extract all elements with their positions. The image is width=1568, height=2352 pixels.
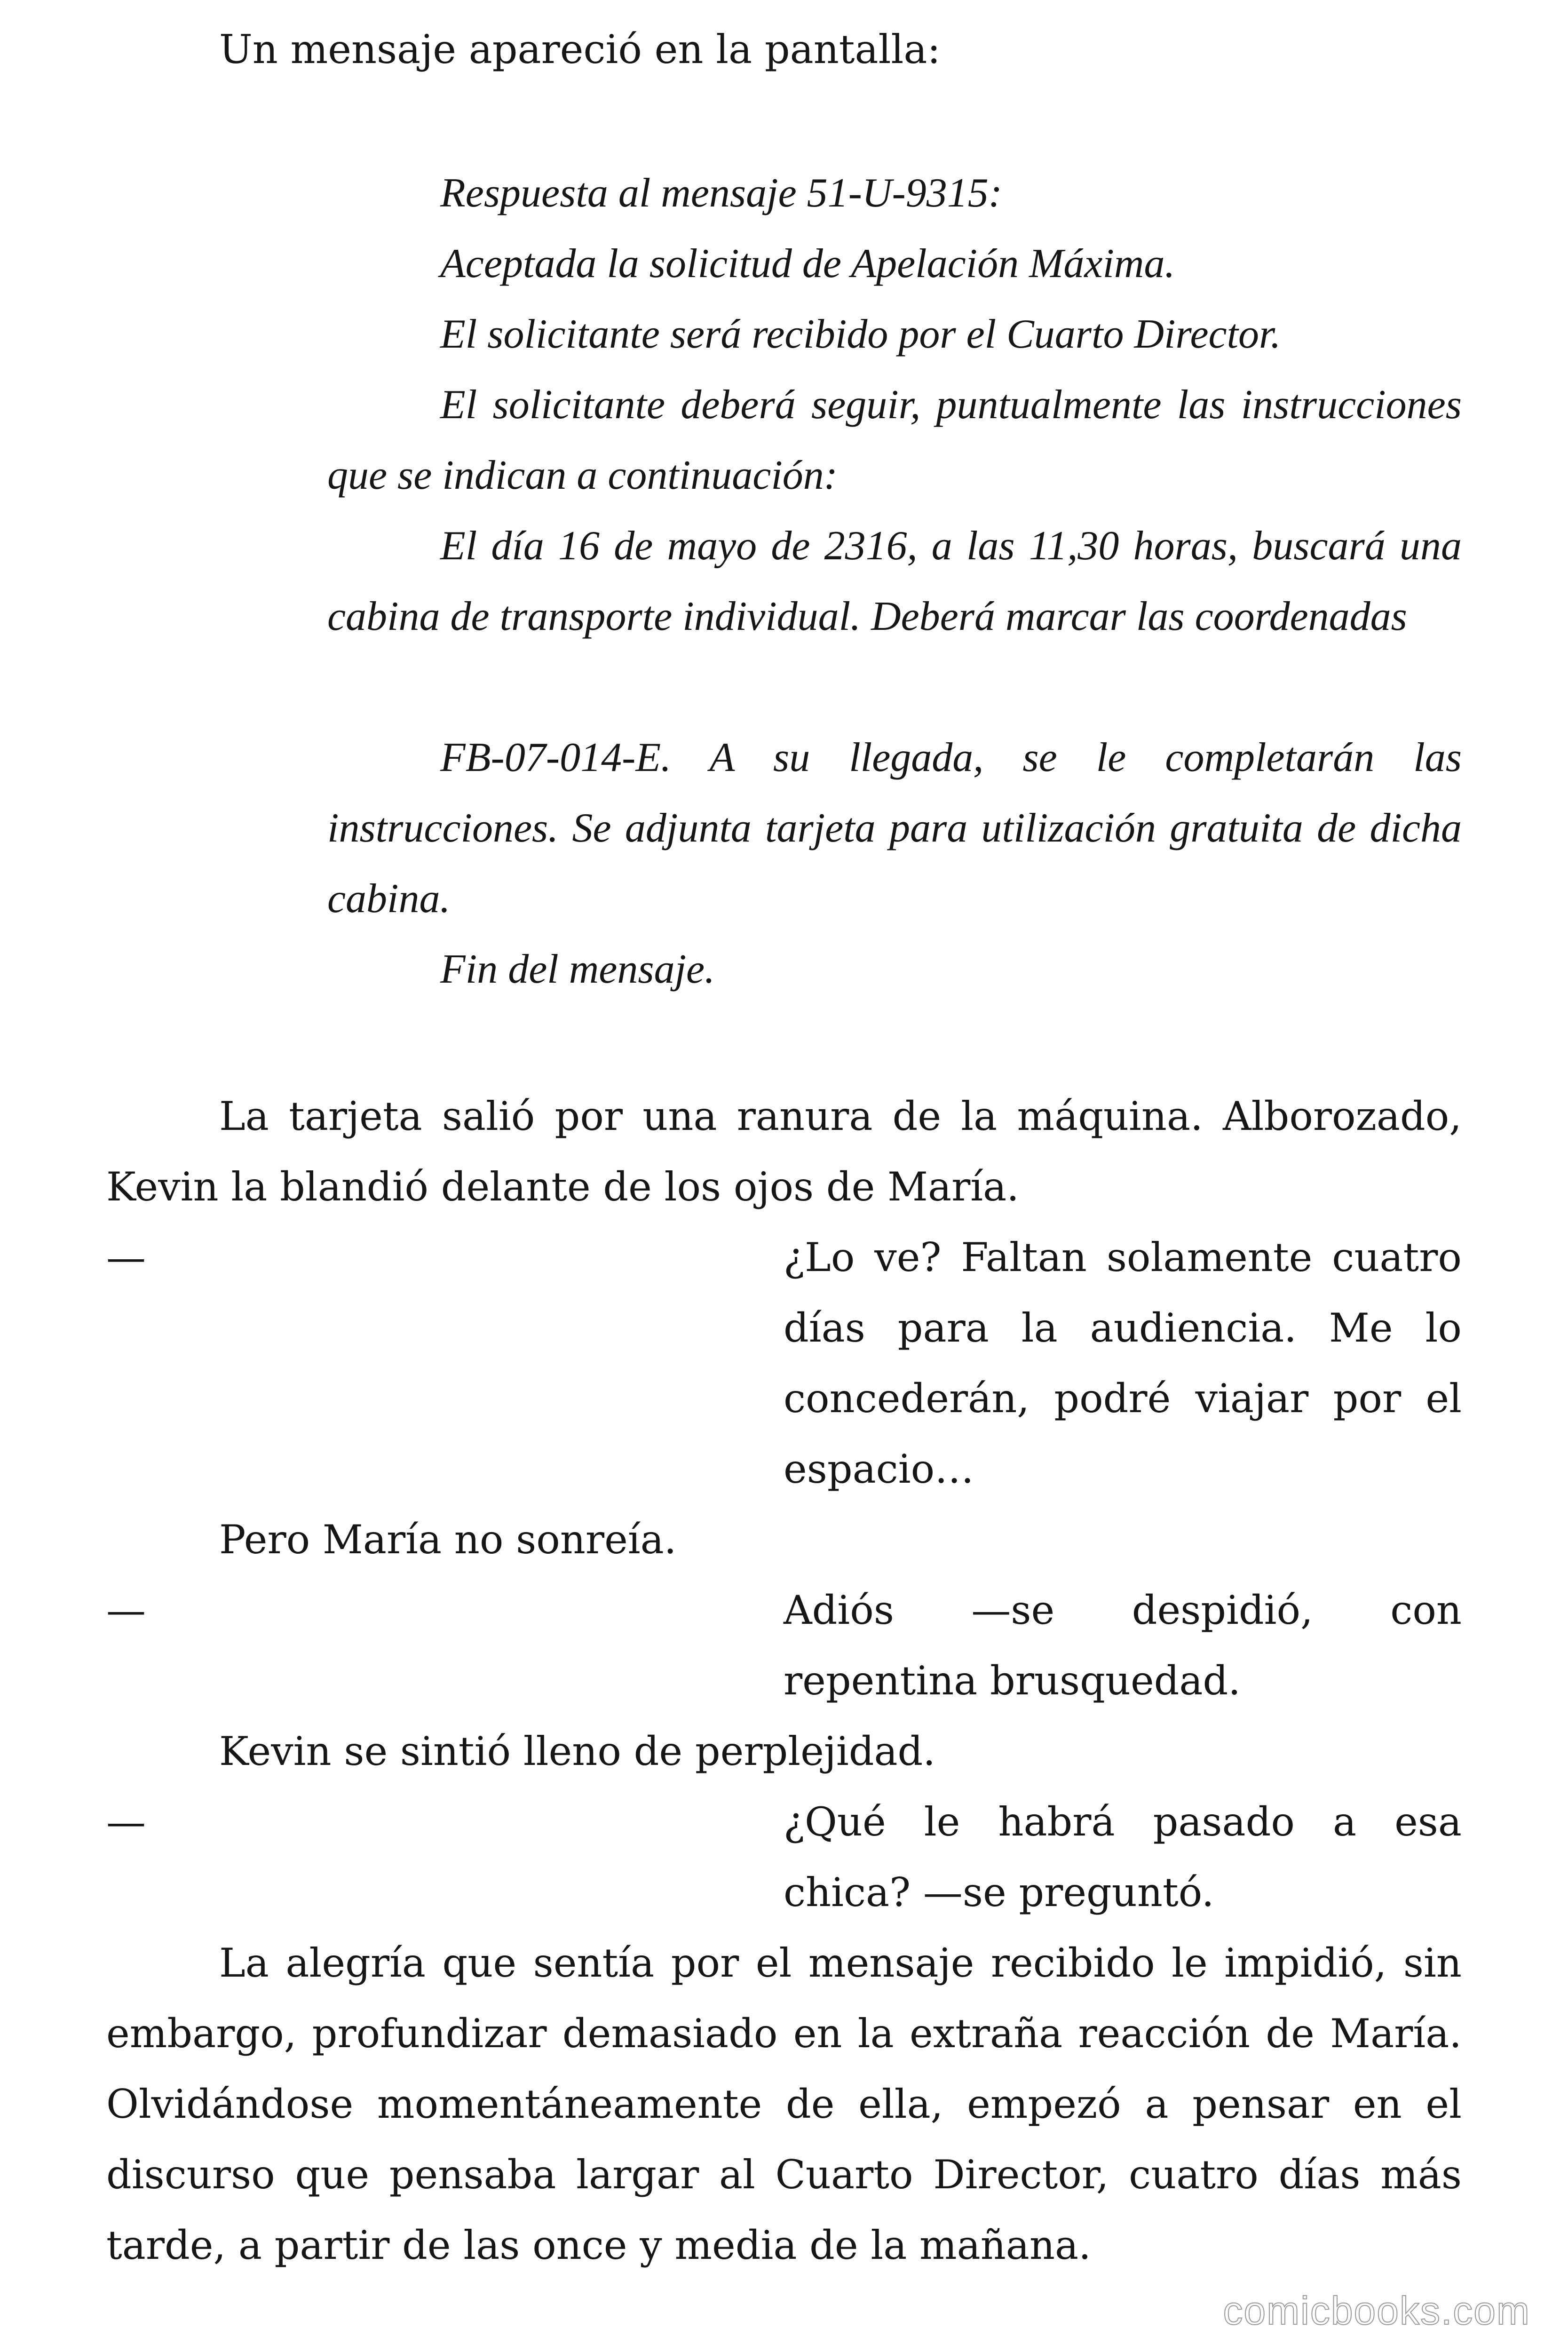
dialogue-dash: — — [106, 1799, 146, 1845]
intro-paragraph: Un mensaje apareció en la pantalla: — [219, 26, 941, 72]
message-line-coordinates: FB-07-014-E. A su llegada, se le completarán las instrucciones. Se adjunta tarjeta para utilización gratuita de dicha cabina. — [327, 735, 1462, 922]
dialogue-kevin: ¿Lo ve? Faltan solamente cuatro días para la audiencia. Me lo concederán, podré viajar por el espacio… — [784, 1234, 1462, 1492]
narrative-paragraph-maria: Pero María no sonreía. — [219, 1517, 677, 1563]
dialogue-dash: — — [106, 1234, 146, 1280]
dialogue-kevin-question: ¿Qué le habrá pasado a esa chica? —se preguntó. — [784, 1799, 1462, 1915]
message-line-date: El día 16 de mayo de 2316, a las 11,30 horas, buscará una cabina de transporte individual. Deberá marcar las coordenadas — [327, 523, 1462, 639]
narrative-paragraph-perplexity: Kevin se sintió lleno de perplejidad. — [219, 1728, 936, 1774]
message-line-end: Fin del mensaje. — [440, 946, 715, 992]
narrative-paragraph-closing: La alegría que sentía por el mensaje recibido le impidió, sin embargo, profundizar demasiado en la extraña reacción de María. Olvidándose momentáneamente de ella, empezó a pensar en el discurso que pensaba largar al Cuarto Director, cuatro días más tarde, a partir de las once y media de la mañana. — [106, 1940, 1462, 2268]
dialogue-dash: — — [106, 1587, 146, 1633]
message-line-instructions: El solicitante deberá seguir, puntualmente las instrucciones que se indican a continuación: — [327, 382, 1462, 498]
message-line-reply: Respuesta al mensaje 51-U-9315: — [440, 170, 1003, 216]
narrative-paragraph-card: La tarjeta salió por una ranura de la máquina. Alborozado, Kevin la blandió delante de los ojos de María. — [106, 1093, 1462, 1210]
watermark-logo: comicbooks.com — [1223, 2288, 1530, 2333]
message-line-accepted: Aceptada la solicitud de Apelación Máxima. — [440, 241, 1175, 286]
dialogue-maria: Adiós —se despidió, con repentina brusquedad. — [784, 1587, 1462, 1704]
message-line-received: El solicitante será recibido por el Cuarto Director. — [440, 311, 1281, 357]
